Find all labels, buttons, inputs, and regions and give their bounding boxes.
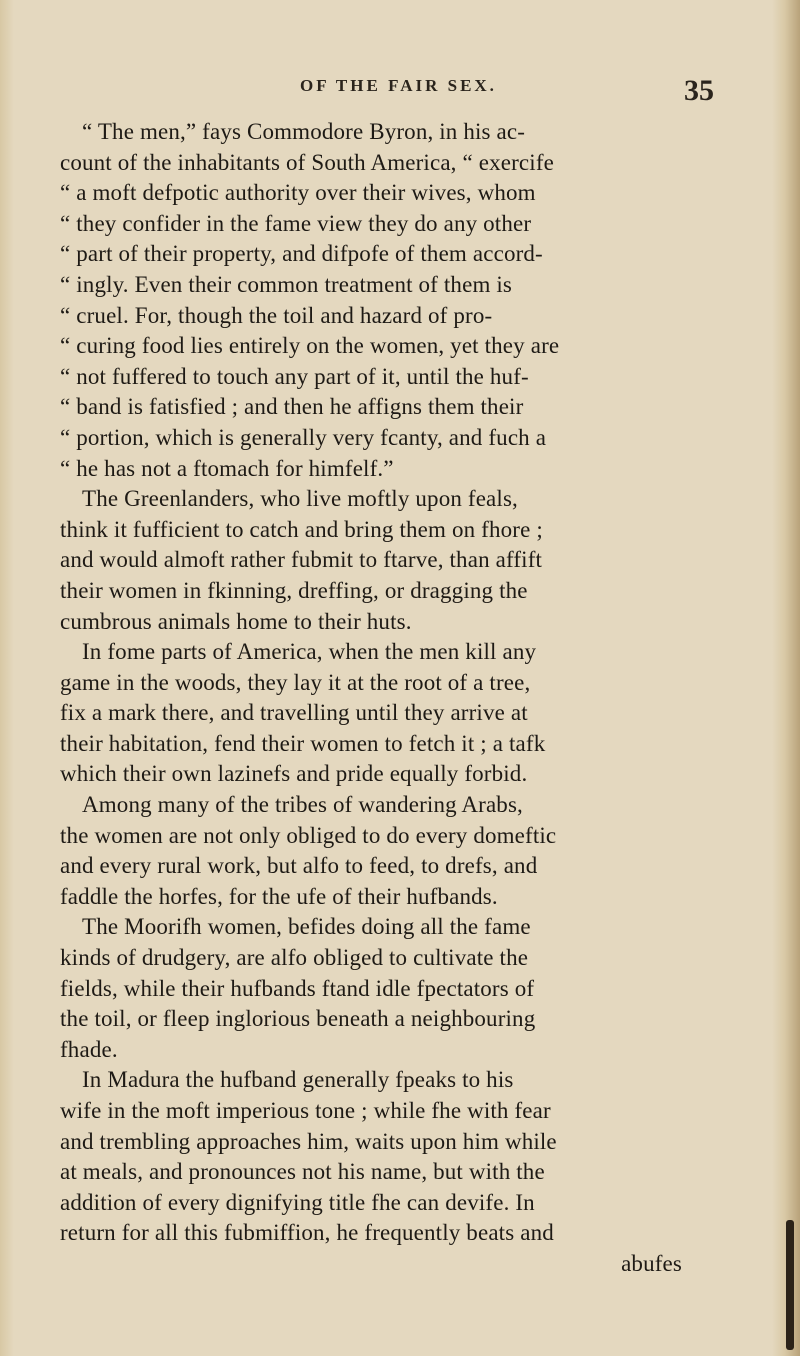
text-line: and would almoft rather fubmit to ftarve, than affift: [60, 547, 543, 573]
text-line: “ they confider in the fame view they do any other: [60, 210, 532, 236]
text-line: their women in fkinning, dreffing, or dragging the: [60, 577, 528, 603]
text-line: “ part of their property, and difpofe of them accord-: [60, 241, 543, 267]
text-line: Among many of the tribes of wandering Arabs,: [82, 792, 523, 818]
page-fold-shadow: [772, 0, 800, 1356]
text-line: The Moorifh women, befides doing all the fame: [82, 914, 531, 940]
text-line: at meals, and pronounces not his name, but with the: [60, 1159, 545, 1185]
text-line: their habitation, fend their women to fetch it ; a tafk: [60, 730, 546, 756]
text-line: and every rural work, but alfo to feed, to drefs, and: [60, 853, 538, 879]
page-header: [0, 76, 800, 116]
text-line: and trembling approaches him, waits upon him while: [60, 1128, 557, 1154]
body-text: [60, 117, 682, 1280]
text-line: return for all this fubmiffion, he frequently beats and: [60, 1220, 554, 1246]
text-line: addition of every dignifying title fhe can devife. In: [60, 1189, 535, 1215]
text-line: “ cruel. For, though the toil and hazard of pro-: [60, 302, 493, 328]
text-line: In Madura the hufband generally fpeaks to his: [82, 1067, 514, 1093]
text-line: fix a mark there, and travelling until they arrive at: [60, 700, 528, 726]
text-line: game in the woods, they lay it at the root of a tree,: [60, 669, 531, 695]
text-line: “ band is fatisfied ; and then he affigns them their: [60, 394, 524, 420]
text-line: count of the inhabitants of South America, “ exercife: [60, 149, 554, 175]
text-line: The Greenlanders, who live moftly upon feals,: [82, 486, 518, 512]
text-line: the toil, or fleep inglorious beneath a neighbouring: [60, 1006, 536, 1032]
text-line: which their own lazinefs and pride equally forbid.: [60, 761, 528, 787]
text-line: “ The men,” fays Commodore Byron, in his ac-: [82, 119, 526, 144]
page-left-edge: [0, 0, 14, 1356]
text-line: “ ingly. Even their common treatment of them is: [60, 271, 513, 297]
text-line: kinds of drudgery, are alfo obliged to cultivate the: [60, 945, 529, 971]
text-line: fields, while their hufbands ftand idle fpectators of: [60, 975, 535, 1001]
text-line: “ a moft defpotic authority over their wives, whom: [60, 180, 536, 206]
text-line: the women are not only obliged to do every domeftic: [60, 822, 557, 848]
text-line: In fome parts of America, when the men kill any: [82, 639, 537, 665]
text-line: think it fufficient to catch and bring them on fhore ;: [60, 516, 543, 542]
catchword: abufes: [621, 1250, 682, 1276]
text-line: fhade.: [60, 1036, 118, 1062]
text-line: wife in the moft imperious tone ; while fhe with fear: [60, 1098, 551, 1123]
running-head: OF THE FAIR SEX.: [300, 76, 497, 95]
page-number: 35: [684, 74, 714, 107]
text-line: faddle the horfes, for the ufe of their hufbands.: [60, 883, 498, 909]
text-line: “ portion, which is generally very fcanty, and fuch a: [60, 424, 547, 450]
text-line: cumbrous animals home to their huts.: [60, 608, 412, 634]
text-line: “ he has not a ftomach for himfelf.”: [60, 455, 394, 481]
text-line: “ curing food lies entirely on the women, yet they are: [60, 333, 560, 359]
text-line: “ not fuffered to touch any part of it, until the huf-: [60, 363, 529, 389]
binding-mark: [786, 1220, 794, 1350]
